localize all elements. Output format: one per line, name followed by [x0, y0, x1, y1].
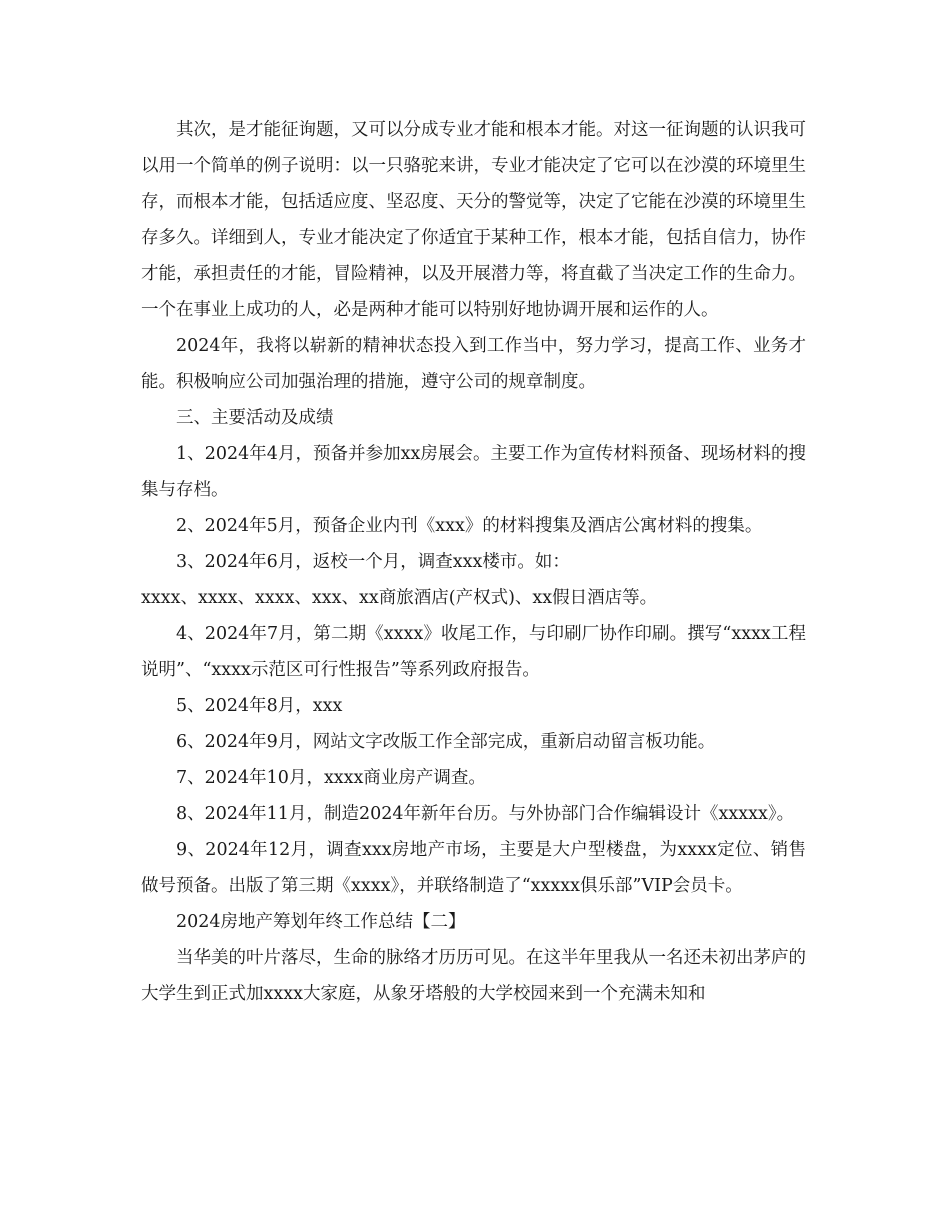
activity-item-june-continued: xxxx、xxxx、xxxx、xxx、xx商旅酒店(产权式)、xx假日酒店等。: [141, 588, 658, 608]
section-heading-activities: 三、主要活动及成绩: [176, 408, 334, 428]
activity-item-august: 5、2024年8月，xxx: [176, 696, 343, 716]
paragraph-summary-intro: 当华美的叶片落尽，生命的脉络才历历可见。在这半年里我从一名还未初出茅庐的大学生到正式加xxxx大家庭，从象牙塔般的大学校园来到一个充满未知和: [141, 948, 806, 1004]
document-body: [141, 112, 806, 1012]
activity-item-december: 9、2024年12月，调查xxx房地产市场，主要是大户型楼盘，为xxxx定位、销售做号预备。出版了第三期《xxxx》，并联络制造了“xxxxx俱乐部”VIP会员卡。: [141, 840, 806, 896]
activity-item-october: 7、2024年10月，xxxx商业房产调查。: [176, 768, 486, 788]
activity-item-may: 2、2024年5月，预备企业内刊《xxx》的材料搜集及酒店公寓材料的搜集。: [176, 516, 763, 536]
activity-item-june: 3、2024年6月，返校一个月，调查xxx楼市。如：: [176, 552, 570, 572]
activity-item-april: 1、2024年4月，预备并参加xx房展会。主要工作为宣传材料预备、现场材料的搜集与存档。: [141, 444, 806, 500]
paragraph-abilities: 其次，是才能征询题，又可以分成专业才能和根本才能。对这一征询题的认识我可以用一个简单的例子说明：以一只骆驼来讲，专业才能决定了它可以在沙漠的环境里生存，而根本才能，包括适应度、坚忍度、天分的警觉等，决定了它能在沙漠的环境里生存多久。详细到人，专业才能决定了你适宜于某种工作，根本才能，包括自信力，协作才能，承担责任的才能，冒险精神，以及开展潜力等，将直截了当决定工作的生命力。一个在事业上成功的人，必是两种才能可以特别好地协调开展和运作的人。: [141, 120, 806, 320]
activity-item-july: 4、2024年7月，第二期《xxxx》收尾工作，与印刷厂协作印刷。撰写“xxxx工程说明”、“xxxx示范区可行性报告”等系列政府报告。: [141, 624, 806, 680]
activity-item-september: 6、2024年9月，网站文字改版工作全部完成，重新启动留言板功能。: [176, 732, 716, 752]
section-heading-summary-two: 2024房地产筹划年终工作总结【二】: [176, 912, 466, 932]
activity-item-november: 8、2024年11月，制造2024年新年台历。与外协部门合作编辑设计《xxxxx》。: [176, 804, 795, 824]
paragraph-2024-plan: 2024年，我将以崭新的精神状态投入到工作当中，努力学习，提高工作、业务才能。积极响应公司加强治理的措施，遵守公司的规章制度。: [141, 336, 806, 392]
